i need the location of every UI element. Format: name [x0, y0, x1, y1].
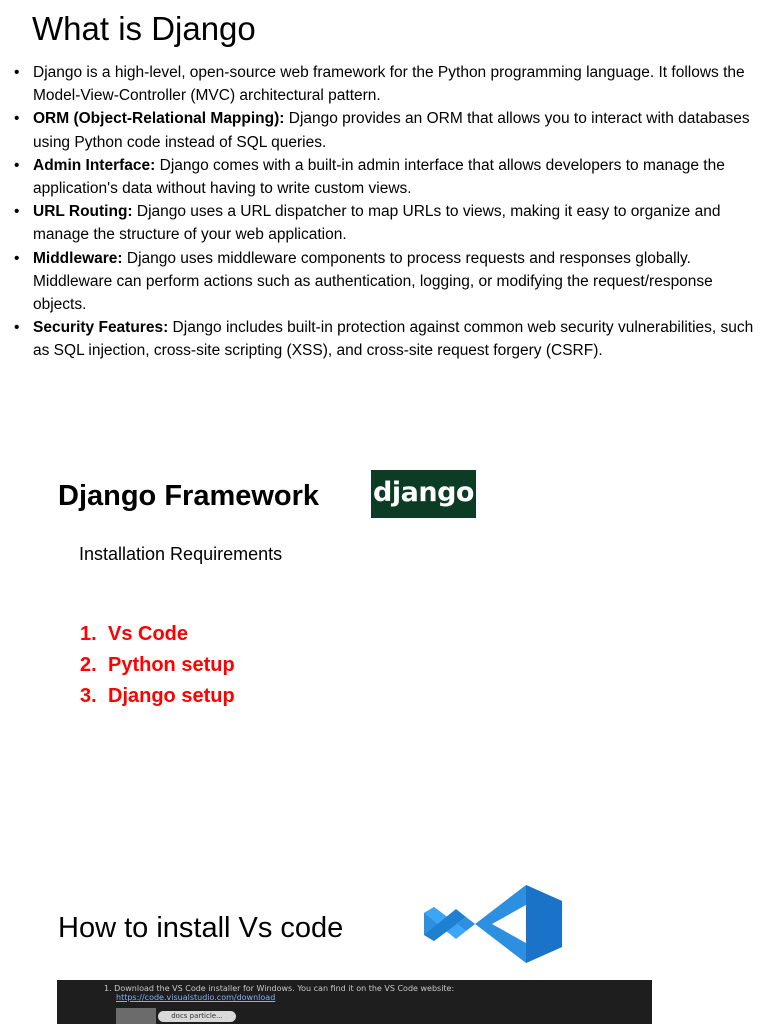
screenshot-download-link[interactable]: https://code.visualstudio.com/download [116, 993, 276, 1002]
requirement-number: 2. [80, 654, 97, 676]
bullet-term: ORM (Object-Relational Mapping): [33, 110, 285, 128]
list-item [33, 154, 761, 200]
requirement-number: 1. [80, 623, 97, 645]
requirement-number: 3. [80, 685, 97, 707]
screenshot-chip: docs particle... [158, 1011, 236, 1022]
bullet-text: Django provides an ORM that allows you to interact with databases using Python code instead of SQL queries. [33, 110, 750, 151]
bullet-text: Django comes with a built-in admin interface that allows developers to manage the application's data without having to write custom views. [33, 156, 725, 198]
vscode-logo-icon [422, 883, 566, 965]
requirements-list [80, 619, 235, 712]
bullet-text: Django uses middleware components to process requests and responses globally. Middleware can perform actions such as authentication, logging, or modifying the request/response objects. [33, 249, 713, 314]
django-logo: django [371, 470, 476, 518]
framework-title: Django Framework [58, 480, 320, 512]
bullet-term: Middleware: [33, 249, 123, 267]
bullet-text: Django includes built-in protection against common web security vulnerabilities, such as SQL injection, cross-site scripting (XSS), and cross-site request forgery (CSRF). [33, 319, 754, 360]
bullet-text: Django is a high-level, open-source web framework for the Python programming language. It follows the Model-View-Controller (MVC) architectural pattern. [33, 64, 745, 105]
list-item [33, 247, 761, 317]
bullet-text: Django uses a URL dispatcher to map URLs to views, making it easy to organize and manage the structure of your web application. [33, 203, 721, 244]
requirement-label: Django setup [108, 685, 235, 707]
list-item [80, 619, 235, 650]
bullet-term: Security Features: [33, 319, 169, 337]
list-item [80, 681, 235, 712]
django-overview-list [33, 61, 761, 363]
vscode-install-title: How to install Vs code [58, 912, 344, 944]
list-item [80, 650, 235, 681]
list-item [33, 61, 761, 107]
bullet-term: URL Routing: [33, 203, 133, 221]
screenshot-instruction-text: 1. Download the VS Code installer for Windows. You can find it on the VS Code website: [104, 984, 455, 993]
requirement-label: Vs Code [108, 623, 189, 645]
installation-requirements-heading: Installation Requirements [79, 544, 283, 564]
requirement-label: Python setup [108, 654, 235, 676]
list-item [33, 107, 761, 153]
list-item [33, 316, 761, 362]
screenshot-thumbnail [116, 1008, 156, 1024]
bullet-term: Admin Interface: [33, 156, 156, 174]
list-item [33, 200, 761, 246]
page-title: What is Django [32, 10, 256, 47]
vscode-install-screenshot [57, 980, 652, 1024]
